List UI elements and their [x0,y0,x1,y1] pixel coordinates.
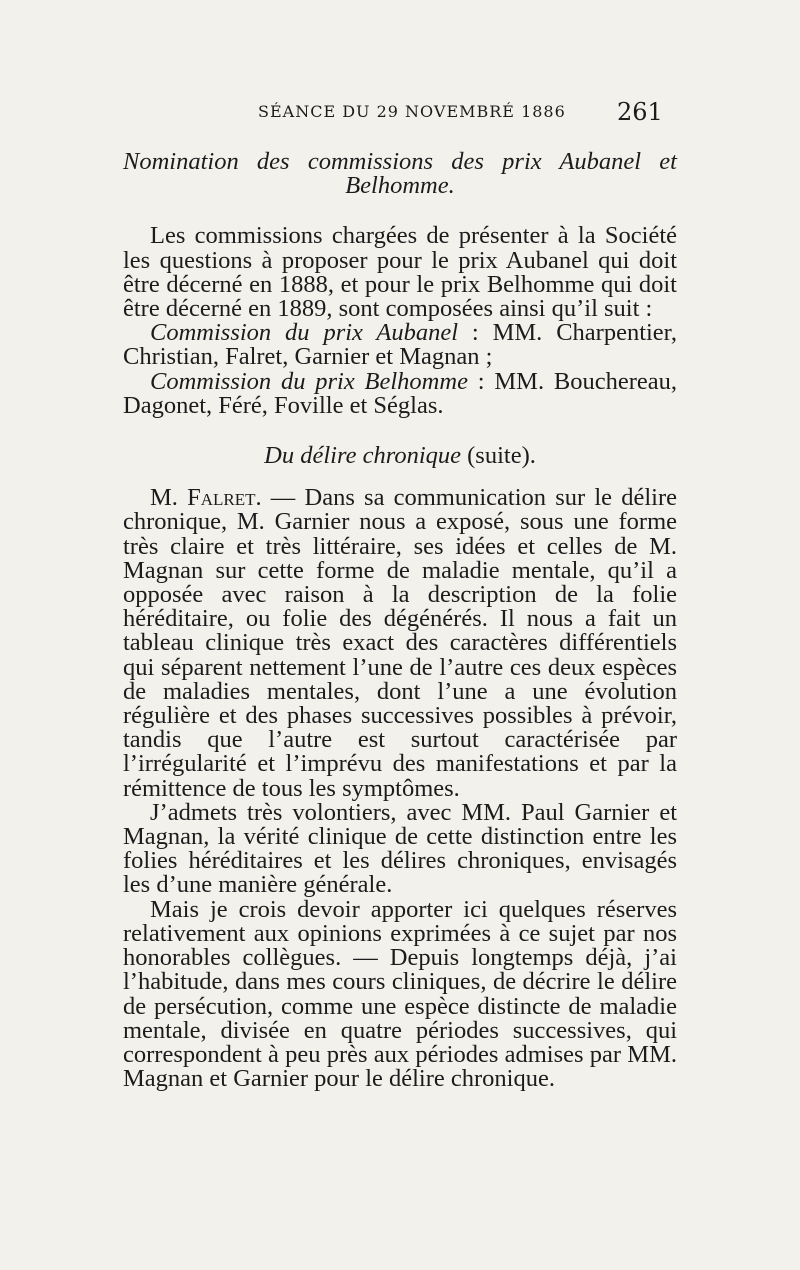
section-title-line2: Belhomme. [345,172,455,200]
page-body [123,150,677,1091]
falret-text: — Dans sa communication sur le délire chronique, M. Garnier nous a exposé, sous une forme très claire et très littéraire, ses idées et celles de M. Magnan sur cette forme de maladie mentale, qu’il a opposée avec raison à la description de la folie héréditaire, ou folie des dégénérés. Il nous a fait un tableau clinique très exact des caractères différentiels qui séparent nettement l’une de l’autre ces deux espèces de maladies mentales, dont l’une a une évolution régulière et des phases successives possibles à prévoir, tandis que l’autre est surtout caractérisée par l’irrégularité et l’imprévu des manifestations et par la rémittence de tous les symptômes. [123,484,677,802]
paragraph-commissions: Les commissions chargées de présenter à la Société les questions à proposer pour le prix Aubanel qui doit être décerné en 1888, et pour le prix Belhomme qui doit être décerné en 1889, sont composées ainsi qu’il suit : [123,222,677,323]
section-subtitle [123,444,677,468]
paragraph-aubanel [123,321,677,369]
section-title [123,150,677,198]
paragraph-belhomme [123,367,677,419]
speaker-name: M. Falret. [150,484,262,512]
subtitle-suffix: (suite). [461,442,536,470]
paragraph-reserves: Mais je crois devoir apporter ici quelques réserves relativement aux opinions exprimées à ce sujet par nos honorables collègues. — Depuis longtemps déjà, j’ai l’habitude, dans mes cours cliniques, de décrire le délire de persécution, comme une espèce distincte de maladie mentale, divisée en quatre périodes successives, qui correspondent à peu près aux périodes admises par MM. Magnan et Garnier pour le délire chronique. [123,895,677,1093]
aubanel-members: : MM. Charpentier, Christian, Falret, Garnier et Magnan ; [123,319,677,371]
page-number: 261 [617,98,663,126]
belhomme-members: : MM. Bouchereau, Dagonet, Féré, Foville et Séglas. [123,367,677,419]
running-head: SÉANCE DU 29 NOVEMBRÉ 1886 [258,102,566,121]
belhomme-label: Commission du prix Belhomme [150,367,468,395]
page-header [0,98,800,128]
aubanel-label: Commission du prix Aubanel [150,319,459,347]
section-title-line1: Nomination des commissions des prix Aubanel et [123,148,677,175]
subtitle-italic: Du délire chronique [264,442,462,470]
paragraph-falret [123,486,677,801]
paragraph-admission: J’admets très volontiers, avec MM. Paul Garnier et Magnan, la vérité clinique de cette distinction entre les folies héréditaires et les délires chroniques, envisagés les d’une manière générale. [123,798,677,899]
